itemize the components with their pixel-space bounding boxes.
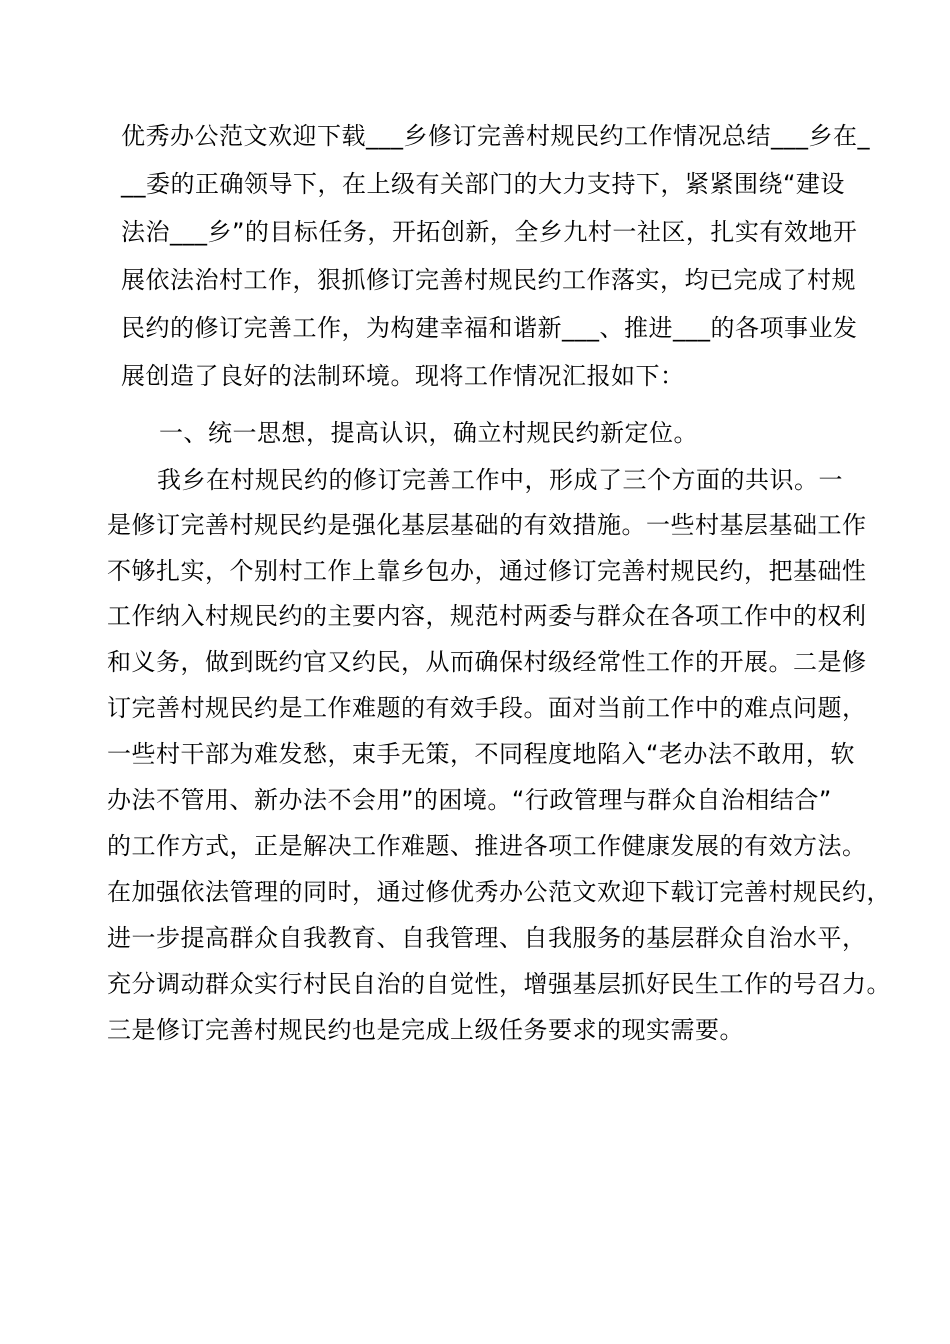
intro-line-5: 民约的修订完善工作，为构建幸福和谐新___、推进___的各项事业发	[121, 314, 858, 342]
section-heading: 一、统一思想，提高认识，确立村规民约新定位。	[159, 419, 698, 447]
intro-line-1: 优秀办公范文欢迎下载___乡修订完善村规民约工作情况总结___乡在_	[121, 122, 870, 150]
body-line-13: 三是修订完善村规民约也是完成上级任务要求的现实需要。	[107, 1016, 744, 1044]
body-line-12: 充分调动群众实行村民自治的自觉性，增强基层抓好民生工作的号召力。	[107, 970, 891, 998]
body-line-11: 进一步提高群众自我教育、自我管理、自我服务的基层群众自治水平，	[107, 924, 867, 952]
body-line-3: 不够扎实，个别村工作上靠乡包办，通过修订完善村规民约，把基础性	[107, 557, 867, 585]
intro-line-4: 展依法治村工作，狠抓修订完善村规民约工作落实，均已完成了村规	[121, 266, 856, 294]
body-line-4: 工作纳入村规民约的主要内容，规范村两委与群众在各项工作中的权利	[107, 602, 867, 630]
body-line-2: 是修订完善村规民约是强化基层基础的有效措施。一些村基层基础工作	[107, 511, 867, 539]
body-line-1: 我乡在村规民约的修订完善工作中，形成了三个方面的共识。一	[157, 466, 843, 494]
body-line-7: 一些村干部为难发愁，束手无策，不同程度地陷入“老办法不敢用，软	[107, 740, 855, 768]
body-line-5: 和义务，做到既约官又约民，从而确保村级经常性工作的开展。二是修	[107, 648, 867, 676]
body-line-10: 在加强依法管理的同时，通过修优秀办公范文欢迎下载订完善村规民约，	[107, 878, 891, 906]
intro-line-3: 法治___乡”的目标任务，开拓创新，全乡九村一社区，扎实有效地开	[121, 218, 858, 246]
body-line-9: 的工作方式，正是解决工作难题、推进各项工作健康发展的有效方法。	[107, 832, 867, 860]
intro-line-2: __委的正确领导下，在上级有关部门的大力支持下，紧紧围绕“建设	[121, 170, 845, 198]
body-line-6: 订完善村规民约是工作难题的有效手段。面对当前工作中的难点问题，	[107, 694, 867, 722]
intro-line-6: 展创造了良好的法制环境。现将工作情况汇报如下：	[121, 362, 685, 390]
body-line-8: 办法不管用、新办法不会用”的困境。“行政管理与群众自治相结合”	[107, 786, 832, 814]
